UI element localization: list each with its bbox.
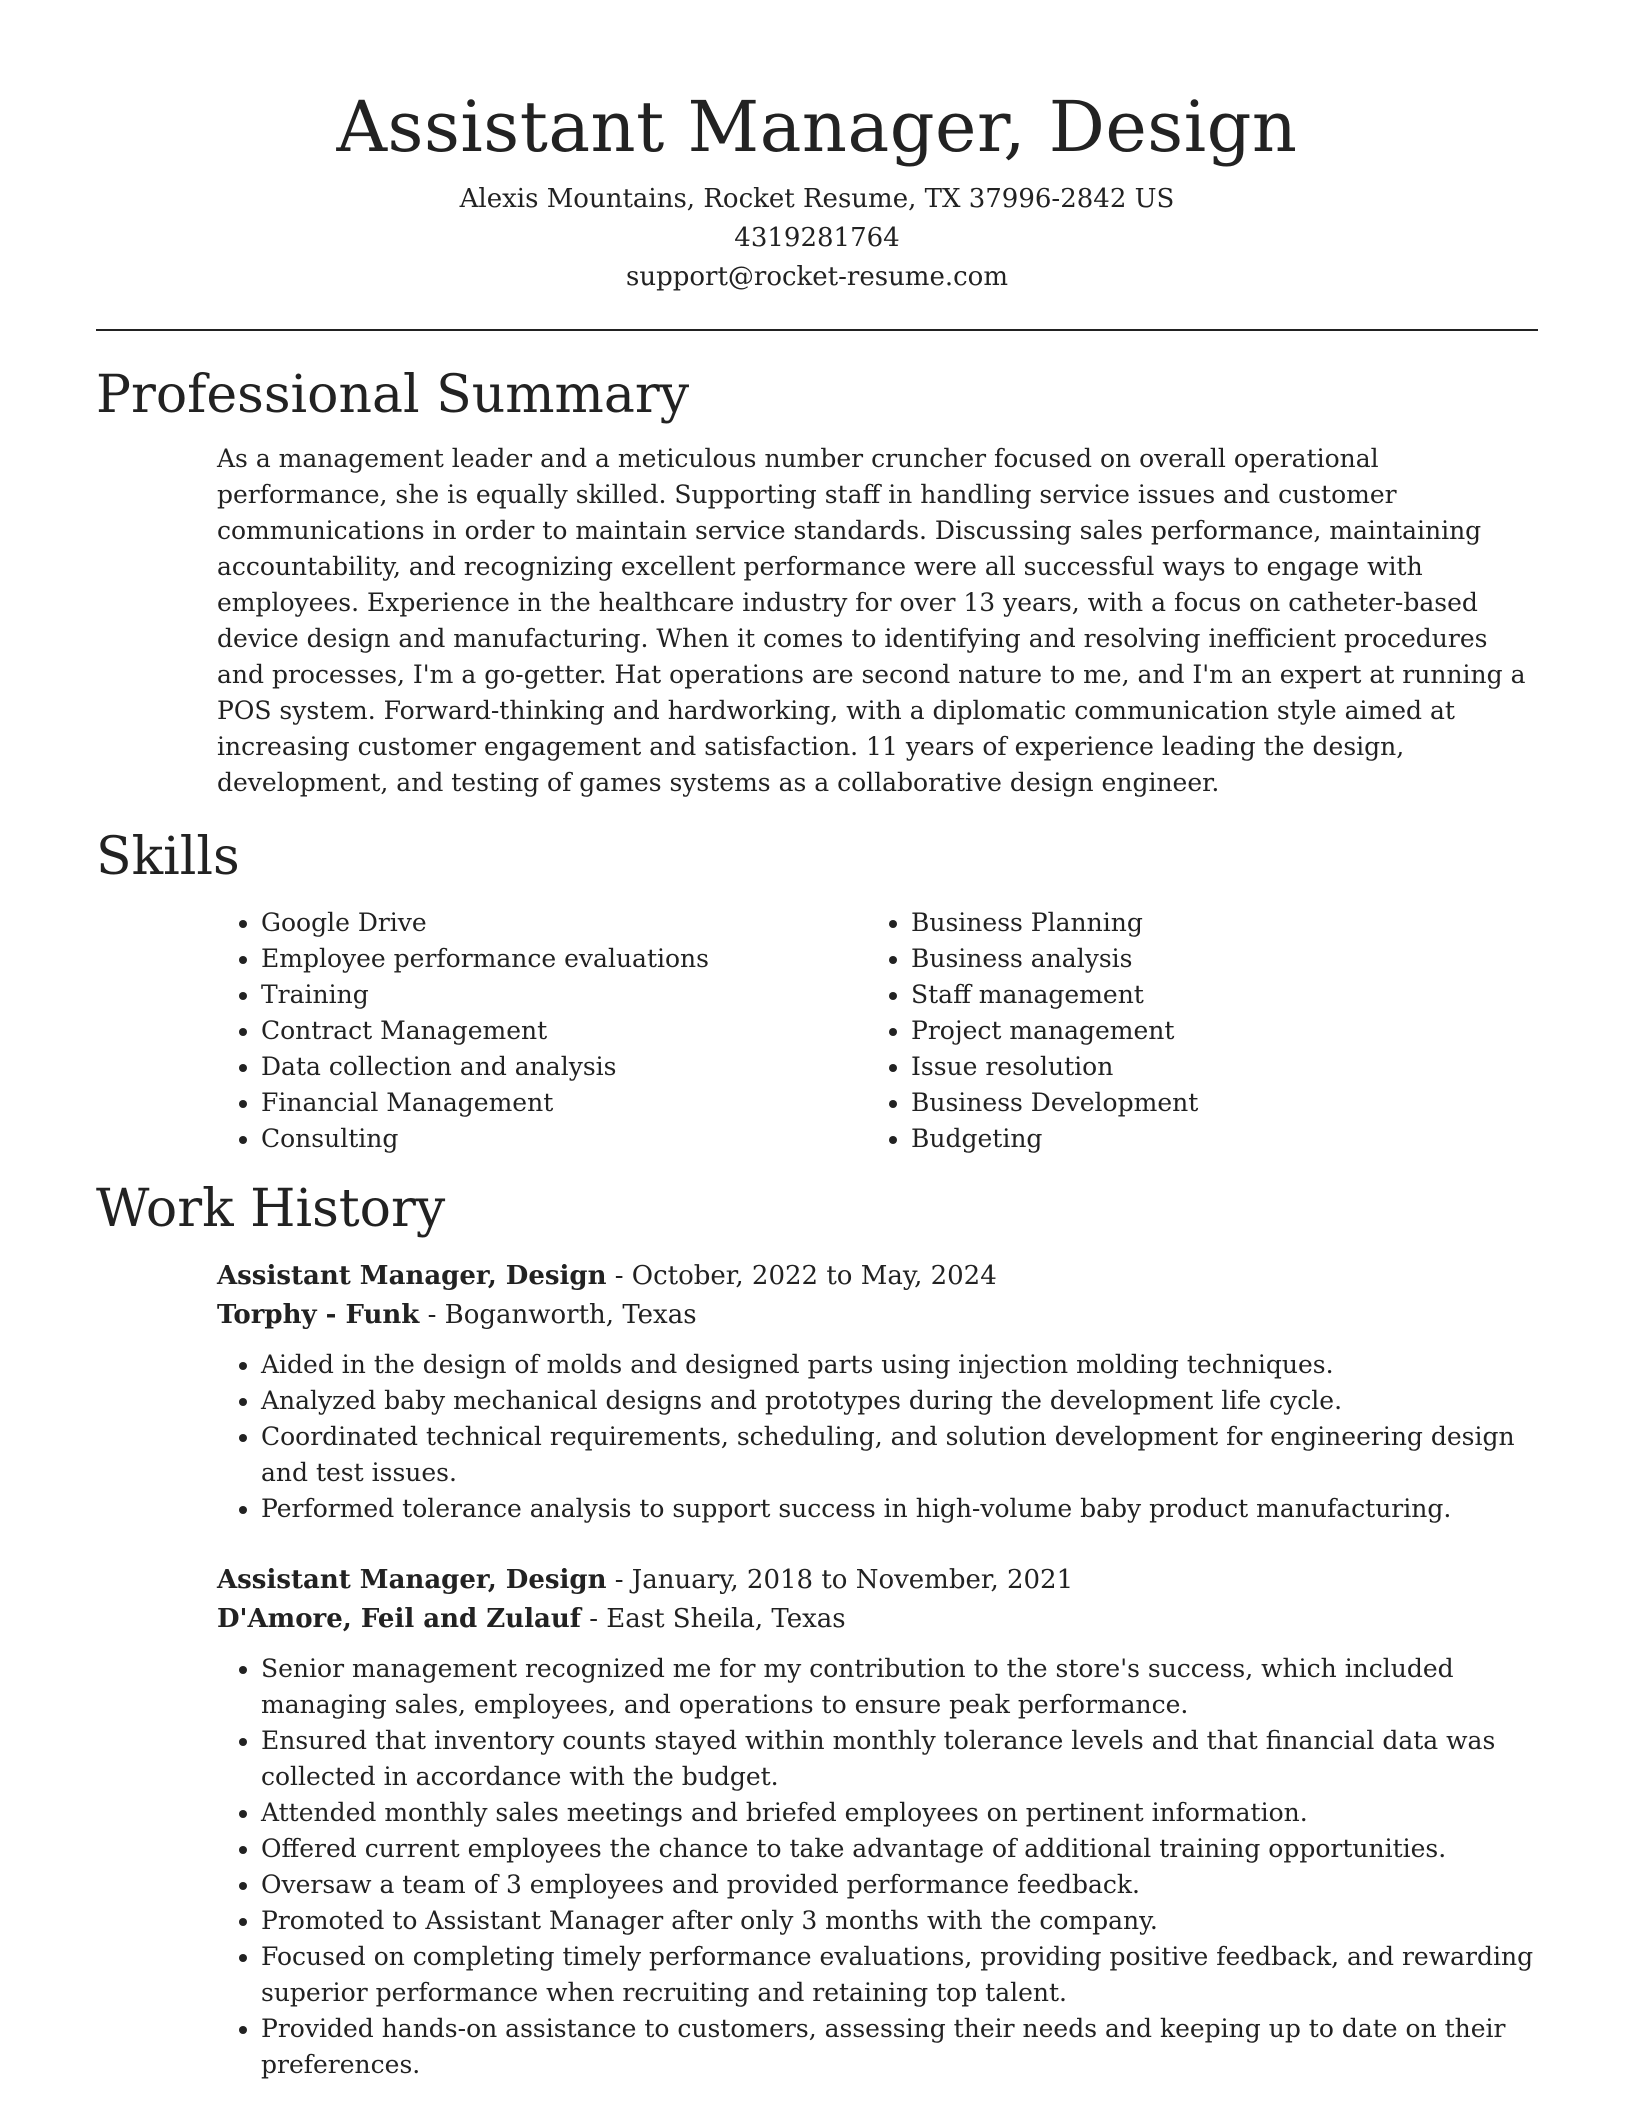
skill-item: • Issue resolution <box>911 1049 1511 1085</box>
resume-page <box>96 0 1538 2083</box>
resume-header <box>96 0 1538 297</box>
skill-item: • Project management <box>911 1013 1511 1049</box>
job-bullet: • Oversaw a team of 3 employees and provided performance feedback. <box>261 1867 1538 1903</box>
job-bullet: • Senior management recognized me for my contribution to the store's success, which included managing sales, employees, and operations to ensure peak performance. <box>261 1651 1538 1723</box>
skill-item: • Business analysis <box>911 941 1511 977</box>
header-divider <box>96 329 1538 331</box>
contact-address: Alexis Mountains, Rocket Resume, TX 37996-2842 US <box>459 184 1175 214</box>
job-position: Assistant Manager, Design <box>217 1565 607 1595</box>
job-bullets <box>217 1651 1538 2083</box>
job-location: - Boganworth, Texas <box>419 1300 697 1330</box>
skill-item: • Budgeting <box>911 1121 1511 1157</box>
skills-column-left <box>217 905 867 1157</box>
job-bullet: • Attended monthly sales meetings and briefed employees on pertinent information. <box>261 1795 1538 1831</box>
skills-grid <box>217 905 1538 1157</box>
job-title-line <box>217 1561 1538 1600</box>
skill-item: • Google Drive <box>261 905 867 941</box>
skill-item: • Data collection and analysis <box>261 1049 867 1085</box>
job-company: D'Amore, Feil and Zulauf <box>217 1604 581 1634</box>
contact-email: support@rocket-resume.com <box>625 262 1008 292</box>
job-dates: - January, 2018 to November, 2021 <box>606 1565 1074 1595</box>
job-bullet: • Promoted to Assistant Manager after only 3 months with the company. <box>261 1903 1538 1939</box>
job-entry <box>217 1257 1538 1527</box>
contact-block <box>96 180 1538 297</box>
job-title-line <box>217 1257 1538 1296</box>
job-bullet: • Provided hands-on assistance to customers, assessing their needs and keeping up to date on their preferences. <box>261 2011 1538 2083</box>
job-position: Assistant Manager, Design <box>217 1261 607 1291</box>
skill-item: • Business Planning <box>911 905 1511 941</box>
job-location: - East Sheila, Texas <box>580 1604 846 1634</box>
job-bullet: • Ensured that inventory counts stayed within monthly tolerance levels and that financial data was collected in accordance with the budget. <box>261 1723 1538 1795</box>
skill-item: • Consulting <box>261 1121 867 1157</box>
job-entry <box>217 1561 1538 2083</box>
work-history-heading: Work History <box>96 1179 446 1239</box>
skill-item: • Financial Management <box>261 1085 867 1121</box>
job-bullet: • Analyzed baby mechanical designs and prototypes during the development life cycle. <box>261 1383 1538 1419</box>
job-company-line <box>217 1600 1538 1639</box>
resume-name: Assistant Manager, Design <box>336 86 1298 168</box>
job-dates: - October, 2022 to May, 2024 <box>606 1261 997 1291</box>
job-bullet: • Offered current employees the chance to take advantage of additional training opportunities. <box>261 1831 1538 1867</box>
contact-phone: 4319281764 <box>734 223 900 253</box>
summary-text: As a management leader and a meticulous number cruncher focused on overall operational performance, she is equally skilled. Supporting staff in handling service issues and customer communications in order to maintain service standards. Discussing sales performance, maintaining accountability, and recognizing excellent performance were all successful ways to engage with employees. Experience in the healthcare industry for over 13 years, with a focus on catheter-based device design and manufacturing. When it comes to identifying and resolving inefficient procedures and processes, I'm a go-getter. Hat operations are second nature to me, and I'm an expert at running a POS system. Forward-thinking and hardworking, with a diplomatic communication style aimed at increasing customer engagement and satisfaction. 11 years of experience leading the design, development, and testing of games systems as a collaborative design engineer. <box>217 444 1526 797</box>
skill-item: • Business Development <box>911 1085 1511 1121</box>
job-bullet: • Aided in the design of molds and designed parts using injection molding techniques. <box>261 1347 1538 1383</box>
job-bullets <box>217 1347 1538 1527</box>
summary-heading: Professional Summary <box>96 365 690 425</box>
skill-item: • Employee performance evaluations <box>261 941 867 977</box>
skill-item: • Training <box>261 977 867 1013</box>
job-bullet: • Focused on completing timely performance evaluations, providing positive feedback, and rewarding superior performance when recruiting and retaining top talent. <box>261 1939 1538 2011</box>
job-bullet: • Coordinated technical requirements, scheduling, and solution development for engineering design and test issues. <box>261 1419 1538 1491</box>
skills-heading: Skills <box>96 827 240 887</box>
skill-item: • Contract Management <box>261 1013 867 1049</box>
job-company-line <box>217 1296 1538 1335</box>
skill-item: • Staff management <box>911 977 1511 1013</box>
job-bullet: • Performed tolerance analysis to support success in high-volume baby product manufacturing. <box>261 1491 1538 1527</box>
job-company: Torphy - Funk <box>217 1300 420 1330</box>
skills-column-right <box>867 905 1511 1157</box>
